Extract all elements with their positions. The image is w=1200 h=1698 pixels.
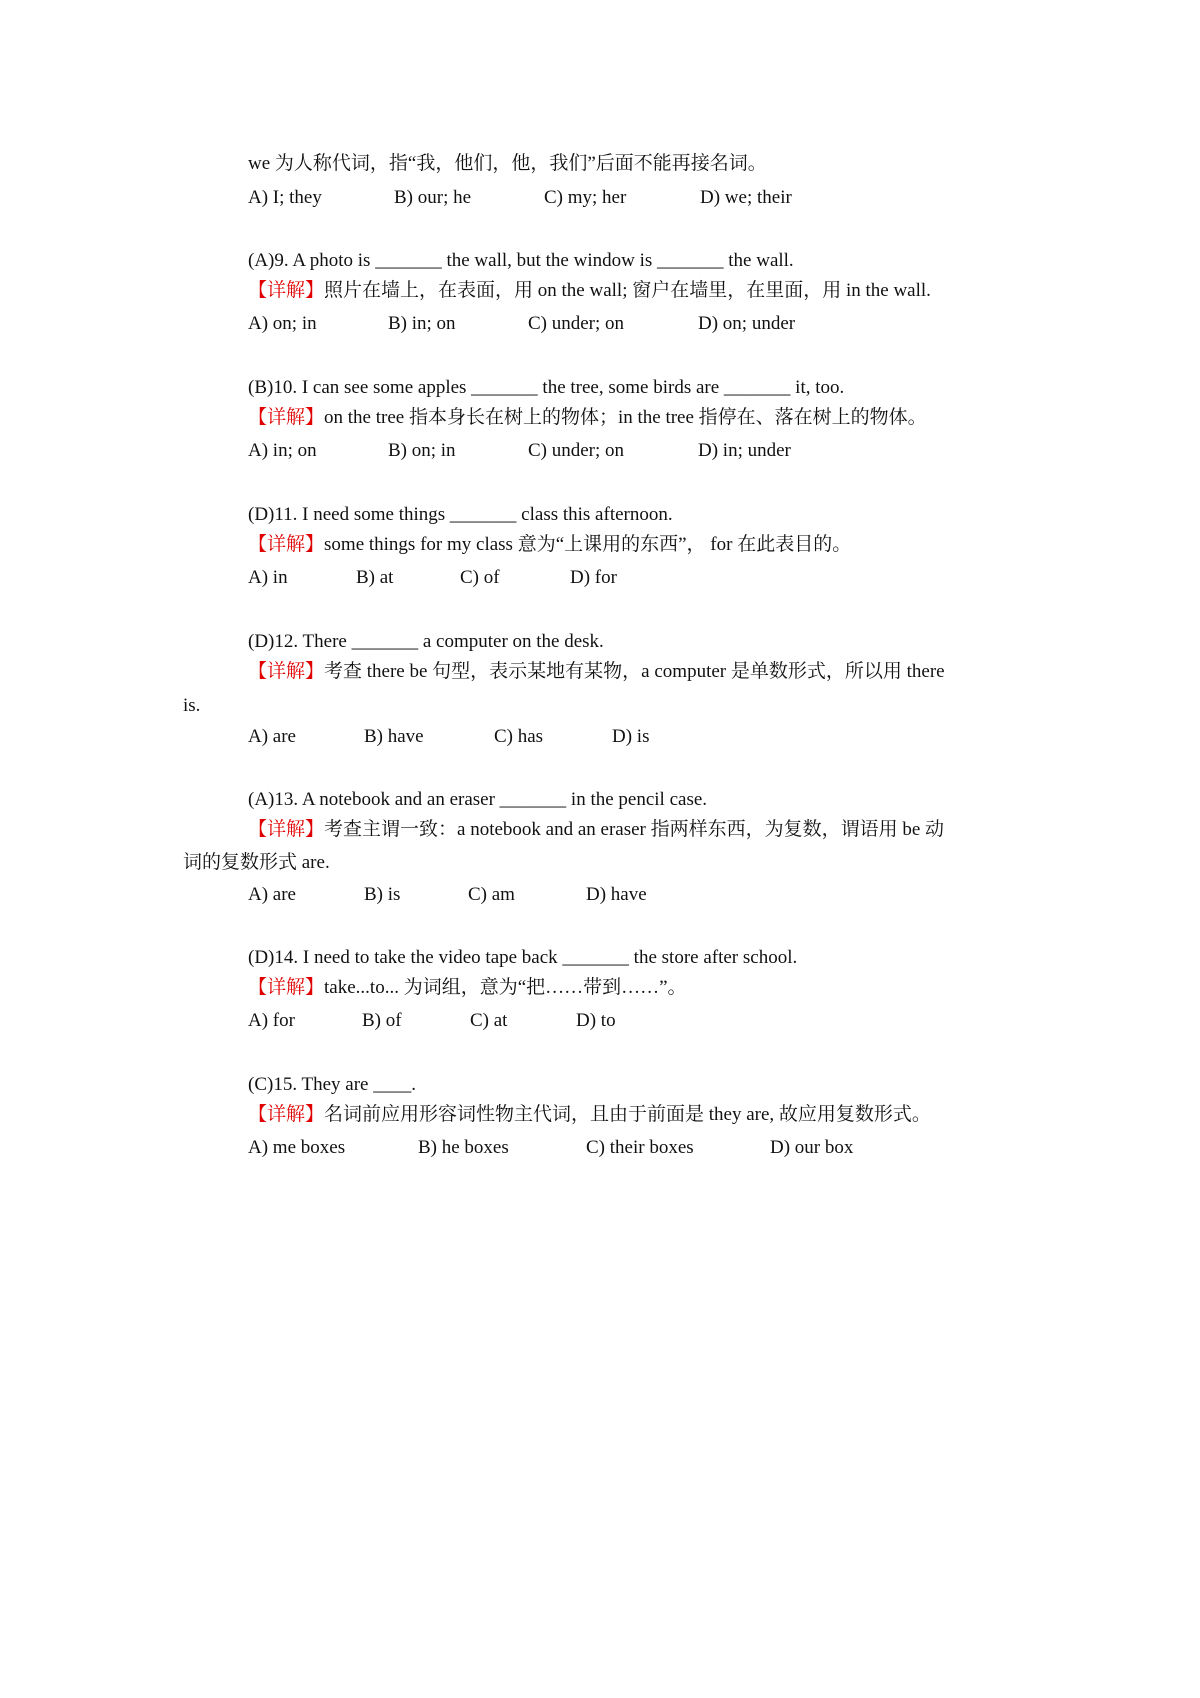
explanation-tag: 【详解】 (248, 661, 325, 682)
explanation-text: 名词前应用形容词性物主代词，且由于前面是 they are, 故应用复数形式。 (324, 1104, 931, 1125)
explanation-text: some things for my class 意为“上课用的东西”， for 在此表目的。 (324, 534, 852, 555)
explanation-text: on the tree 指本身长在树上的物体；in the tree 指停在、落在树上的物体。 (324, 407, 927, 428)
explanation-text: 照片在墙上，在表面，用 on the wall; 窗户在墙里，在里面，用 in the wall. (324, 280, 931, 301)
question-options-12 (248, 725, 948, 749)
option-b: B) our; he (394, 187, 472, 208)
question-explanation-11 (248, 533, 851, 557)
question-explanation-12 (248, 660, 945, 684)
option-b: B) he boxes (418, 1137, 509, 1158)
option-a: A) I; they (248, 187, 322, 208)
question-stem-12: (D)12. There _______ a computer on the desk. (248, 631, 604, 652)
explanation-text: take...to... 为词组，意为“把……带到……”。 (324, 977, 687, 998)
question-stem-15: (C)15. They are ____. (248, 1074, 416, 1095)
question-stem-11: (D)11. I need some things _______ class this afternoon. (248, 504, 673, 525)
option-c: C) am (468, 884, 515, 905)
option-d: D) we; their (700, 187, 792, 208)
question-explanation-10 (248, 406, 927, 430)
question-stem-14: (D)14. I need to take the video tape back _______ the store after school. (248, 947, 798, 968)
question-explanation-13 (248, 818, 944, 842)
option-a: A) are (248, 726, 296, 747)
option-c: C) their boxes (586, 1137, 694, 1158)
explanation-tag: 【详解】 (248, 280, 325, 301)
option-b: B) at (356, 567, 394, 588)
question-stem-9: (A)9. A photo is _______ the wall, but the window is _______ the wall. (248, 250, 794, 271)
question-stem-10: (B)10. I can see some apples _______ the tree, some birds are _______ it, too. (248, 377, 845, 398)
question-stem-13: (A)13. A notebook and an eraser _______ in the pencil case. (248, 789, 708, 810)
explanation-tag: 【详解】 (248, 819, 325, 840)
explanation-tag: 【详解】 (248, 1104, 325, 1125)
question-explanation-9 (248, 279, 931, 303)
question-explanation-cont-13: 词的复数形式 are. (183, 852, 330, 873)
option-d: D) our box (770, 1137, 854, 1158)
option-a: A) in; on (248, 440, 317, 461)
explanation-tag: 【详解】 (248, 407, 325, 428)
option-c: C) under; on (528, 313, 625, 334)
option-b: B) have (364, 726, 424, 747)
explanation-tag: 【详解】 (248, 977, 325, 998)
question-options-11 (248, 566, 948, 590)
option-c: C) of (460, 567, 500, 588)
explanation-text: 考查 there be 句型，表示某地有某物，a computer 是单数形式，所以用 there (324, 661, 945, 682)
option-a: A) for (248, 1010, 295, 1031)
question-options-13 (248, 883, 948, 907)
question-options-15 (248, 1136, 948, 1160)
option-d: D) on; under (698, 313, 796, 334)
option-d: D) to (576, 1010, 616, 1031)
intro-options (248, 186, 948, 210)
option-c: C) at (470, 1010, 508, 1031)
option-a: A) in (248, 567, 288, 588)
explanation-text: 考查主谓一致：a notebook and an eraser 指两样东西，为复数，谓语用 be 动 (324, 819, 945, 840)
option-b: B) of (362, 1010, 402, 1031)
option-a: A) me boxes (248, 1137, 346, 1158)
option-c: C) my; her (544, 187, 627, 208)
option-a: A) on; in (248, 313, 317, 334)
option-d: D) is (612, 726, 650, 747)
option-d: D) have (586, 884, 647, 905)
question-options-9 (248, 312, 948, 336)
option-a: A) are (248, 884, 296, 905)
question-explanation-15 (248, 1103, 931, 1127)
option-b: B) in; on (388, 313, 456, 334)
question-explanation-cont-12: is. (183, 695, 201, 716)
option-b: B) is (364, 884, 401, 905)
option-d: D) for (570, 567, 617, 588)
option-c: C) has (494, 726, 544, 747)
option-d: D) in; under (698, 440, 791, 461)
explanation-tag: 【详解】 (248, 534, 325, 555)
question-options-10 (248, 439, 948, 463)
option-b: B) on; in (388, 440, 456, 461)
intro-note: we 为人称代词，指“我，他们，他，我们”后面不能再接名词。 (248, 153, 767, 174)
question-options-14 (248, 1009, 948, 1033)
question-explanation-14 (248, 976, 687, 1000)
option-c: C) under; on (528, 440, 625, 461)
